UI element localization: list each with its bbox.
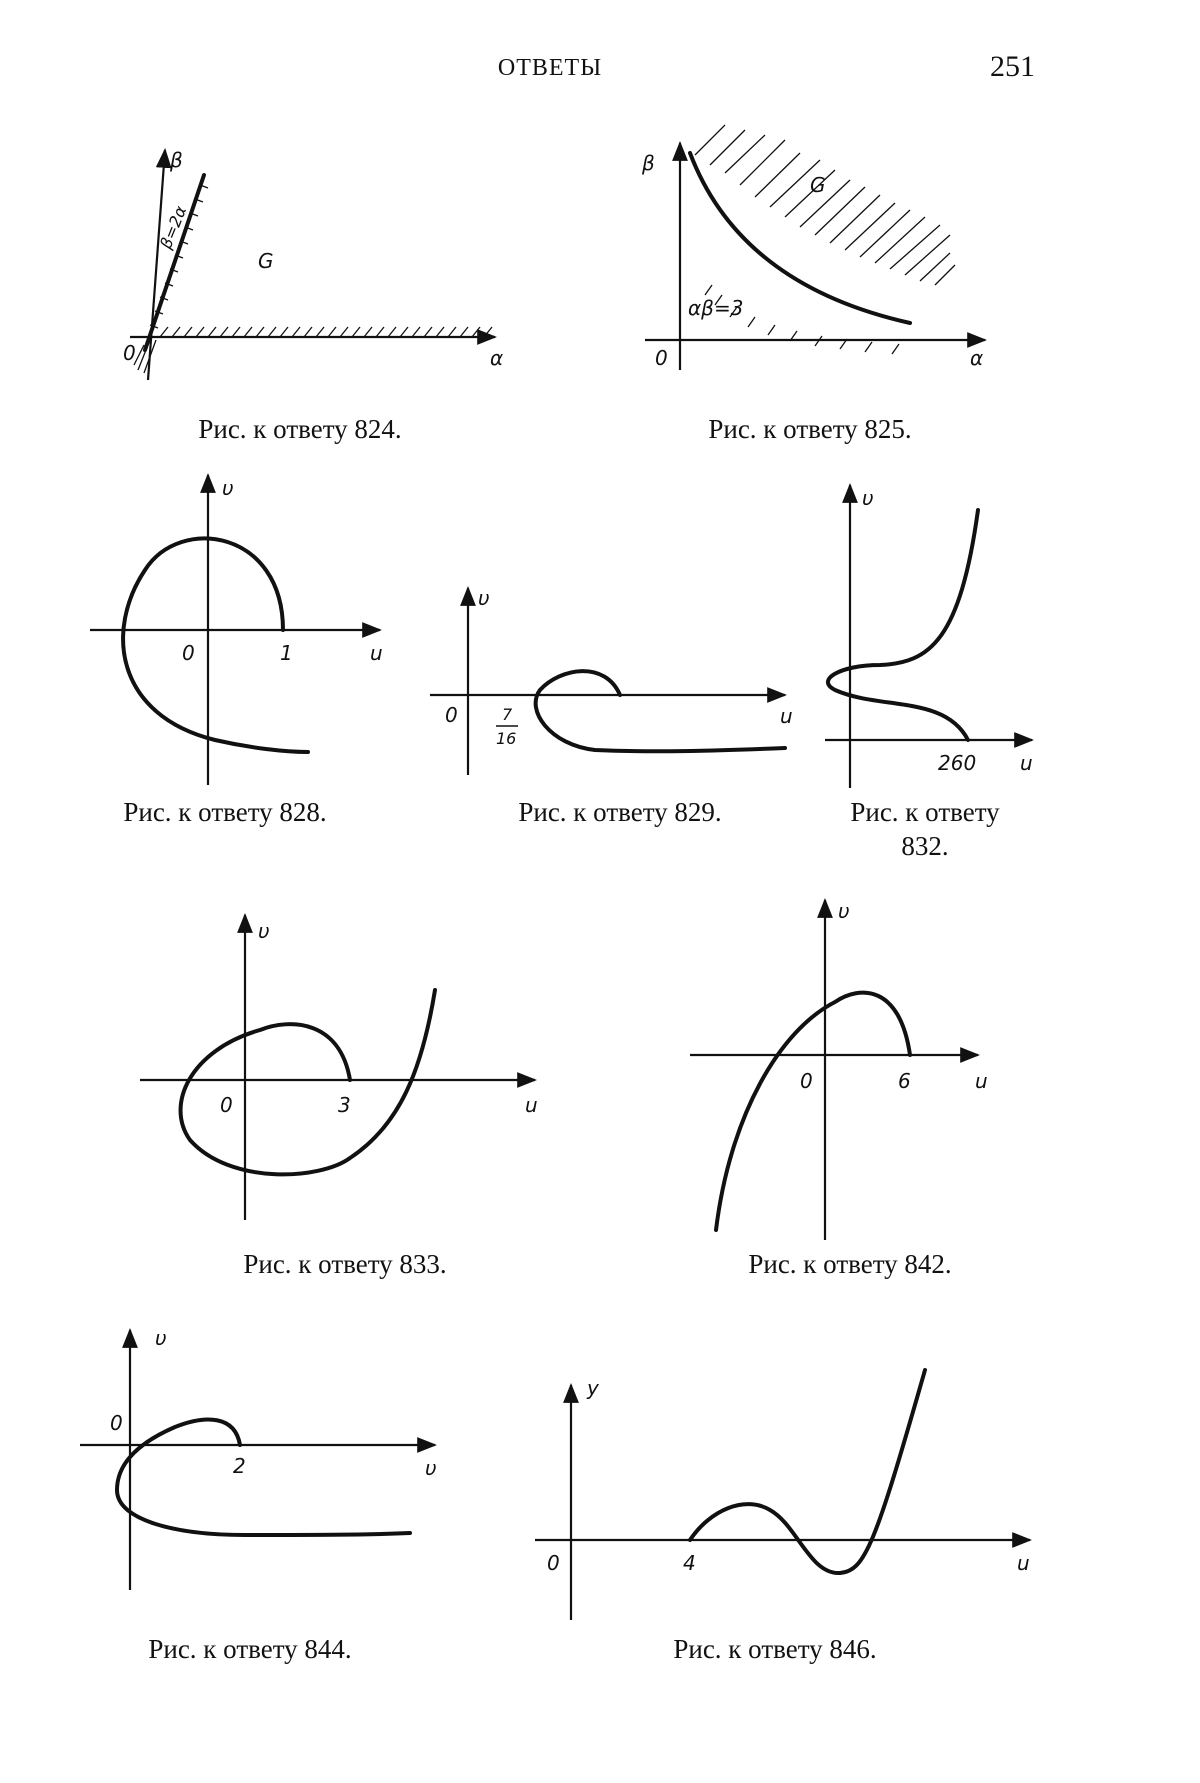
label-origin-828: 0 (182, 641, 195, 665)
tick-label-832: 260 (938, 751, 977, 775)
figure-832 (820, 480, 1050, 800)
spiral-833 (181, 990, 435, 1174)
spiral-829 (536, 671, 785, 751)
label-origin-824: 0 (123, 341, 136, 365)
caption-832-line2: 832. (901, 831, 949, 861)
tick-label-846: 4 (683, 1551, 696, 1575)
caption-833: Рис. к ответу 833. (243, 1249, 447, 1279)
figure-829 (430, 580, 810, 780)
label-u-833: u (525, 1093, 538, 1117)
label-beta-axis-824: β (170, 148, 183, 172)
caption-846: Рис. к ответу 846. (673, 1634, 877, 1664)
figure-825 (630, 135, 1010, 395)
fraction-den-829: 16 (496, 729, 517, 748)
label-v-829: υ (478, 586, 490, 610)
label-v-axis-844: υ (155, 1326, 167, 1350)
page-header-title: ОТВЕТЫ (497, 55, 603, 81)
line-beta-2alpha (145, 175, 204, 350)
label-v-833: υ (258, 919, 270, 943)
figure-842 (690, 900, 1020, 1245)
caption-829: Рис. к ответу 829. (518, 797, 722, 827)
label-v-832: υ (862, 486, 874, 510)
figure-824 (120, 145, 510, 405)
tick-label-828: 1 (280, 641, 293, 665)
spiral-844 (117, 1420, 410, 1535)
label-origin-844: 0 (110, 1411, 123, 1435)
label-v-828: υ (222, 476, 234, 500)
tick-label-844: 2 (233, 1454, 246, 1478)
figure-846 (535, 1365, 1045, 1630)
figure-833 (140, 900, 550, 1230)
figure-844 (75, 1325, 455, 1595)
label-origin-825: 0 (655, 346, 668, 370)
curve-846 (690, 1370, 925, 1573)
caption-824: Рис. к ответу 824. (198, 414, 402, 444)
label-u-829: u (780, 704, 793, 728)
figure-828 (90, 470, 400, 790)
label-origin-829: 0 (445, 703, 458, 727)
label-alpha-axis-825: α (970, 346, 984, 370)
label-origin-842: 0 (800, 1069, 813, 1093)
curve-842 (716, 993, 910, 1230)
label-line-824: β=2α (156, 203, 191, 252)
fraction-num-829: 7 (502, 705, 513, 724)
caption-825: Рис. к ответу 825. (708, 414, 912, 444)
caption-832-line1: Рис. к ответу (850, 797, 1000, 827)
y-axis-824 (148, 150, 165, 380)
label-region-824: G (258, 249, 274, 273)
label-curve-825: αβ=3 (688, 296, 744, 320)
label-region-825: G (810, 173, 826, 197)
label-beta-axis-825: β (642, 151, 655, 175)
caption-828: Рис. к ответу 828. (123, 797, 327, 827)
label-origin-846: 0 (547, 1551, 560, 1575)
label-u-828: u (370, 641, 383, 665)
caption-832 (820, 795, 1030, 863)
label-u-846: u (1017, 1551, 1030, 1575)
label-origin-833: 0 (220, 1093, 233, 1117)
label-v-842: υ (838, 899, 850, 923)
label-alpha-axis-824: α (490, 346, 504, 370)
page-number: 251 (990, 50, 1035, 83)
label-u-842: u (975, 1069, 988, 1093)
label-u-832: u (1020, 751, 1033, 775)
tick-label-833: 3 (338, 1093, 351, 1117)
label-x-axis-844: υ (425, 1456, 437, 1480)
caption-842: Рис. к ответу 842. (748, 1249, 952, 1279)
caption-844: Рис. к ответу 844. (148, 1634, 352, 1664)
tick-label-842: 6 (898, 1069, 911, 1093)
label-y-846: y (587, 1376, 599, 1400)
